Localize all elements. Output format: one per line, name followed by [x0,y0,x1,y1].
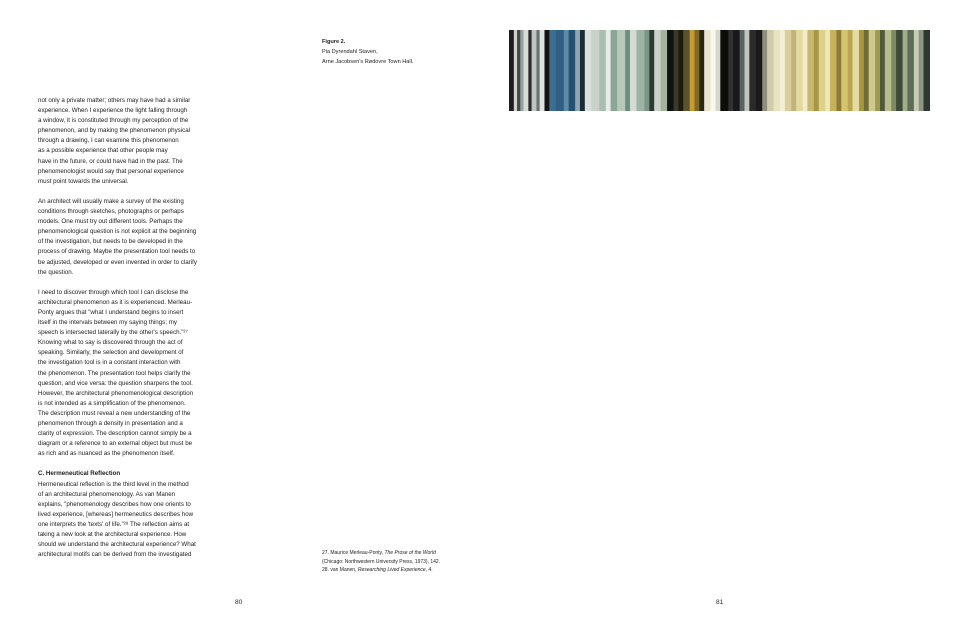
photo-strip [762,30,767,111]
photo-strip [517,30,521,111]
photo-strip [745,30,750,111]
footnote-28: 28. van Manen, Researching Lived Experience, 4. [322,567,433,574]
photo-strip [661,30,668,111]
photo-strip [556,30,564,111]
photo-strip [585,30,592,111]
photo-strip [841,30,848,111]
photo-strip [740,30,745,111]
text-line: have in the future, or could have had in the past. The [38,157,183,165]
text-line: phenomenon through a density in presentation and a [38,420,183,427]
footnotes [322,549,492,575]
photo-strip [699,30,704,111]
text-line: one interprets the 'texts' of life."²⁸ The reflection aims at [38,520,190,528]
photo-strip [914,30,919,111]
photo-strip [667,30,674,111]
text-line: be adjusted, developed or even invented in order to clarify [38,258,197,266]
photo-strip [807,30,814,111]
text-line: through a drawing, I can examine this phenomenon [38,137,179,145]
text-line: Hermeneutical reflection is the third level in the method [38,480,189,488]
photo-strip [875,30,880,111]
text-line: clarity of expression. The description cannot simply be a [38,430,192,438]
photo-strip [575,30,580,111]
photo-strip [720,30,728,111]
photo-strip [564,30,569,111]
photo-strip [690,30,695,111]
text-line: of an architectural phenomenology. As van Manen [38,490,176,498]
text-line: phenomenon, and by making the phenomenon physical [38,127,191,135]
text-line: must point towards the universal. [38,177,129,185]
photo-strip [853,30,860,111]
text-line: is not intended as a simplification of the phenomenon. [38,399,186,407]
body-paragraph [38,197,218,278]
photo-strip [803,30,808,111]
left-page-body-text [38,96,218,560]
text-line: architectural motifs can be derived from the investigated [38,551,192,559]
text-line: explains, "phenomenology describes how one orients to [38,500,191,508]
photo-strip [536,30,540,111]
photo-strip [683,30,690,111]
footnote-27-publisher: (Chicago: Northwestern University Press, 1973), 142. [322,558,441,565]
photo-strip [885,30,892,111]
photo-strip [520,30,524,111]
photo-strip [625,30,630,111]
photo-strip [599,30,606,111]
photo-strip [819,30,826,111]
photo-strip [674,30,679,111]
photo-strip [749,30,756,111]
text-line: process of drawing. Maybe the presentation tool needs to [38,248,196,256]
text-line: a window, it is constituted through my perception of the [38,117,189,125]
photo-strip [859,30,864,111]
photo-strip [864,30,869,111]
photo-strip [544,30,549,111]
photo-strip [869,30,876,111]
text-line: as a possible experience that other people may [38,147,168,155]
footnote-27: 27. Maurice Merleau-Ponty, The Prose of the World [322,550,436,556]
photo-strip [880,30,885,111]
photo-strip [728,30,733,111]
window-light-photo [509,30,930,111]
photo-strip [644,30,649,111]
text-line: speech is intersected laterally by the other's speech."²⁷ [38,329,188,337]
section-heading: C. Hermeneutical Reflection [38,470,121,478]
photo-strip [540,30,545,111]
photo-strip [509,30,514,111]
photo-strip [848,30,853,111]
photo-strip [617,30,625,111]
photo-strip [649,30,654,111]
photo-strip [611,30,618,111]
photo-strip [780,30,785,111]
photo-strip [785,30,792,111]
photo-strip [891,30,896,111]
photo-strip [569,30,576,111]
photo-strip [715,30,720,111]
photo-strip [532,30,537,111]
page-number-left: 80 [235,599,243,606]
text-line: The description must reveal a new understanding of the [38,409,191,417]
photo-strip [549,30,556,111]
page-number-right: 81 [716,599,724,606]
body-paragraph [38,288,218,460]
text-line: the phenomenon. The presentation tool helps clarify the [38,369,191,377]
figure-credit: Pia Dyrendahl Staven, [322,48,378,55]
photo-strip [606,30,611,111]
text-line: lived experience, [whereas] hermeneutics describes how [38,510,194,518]
text-line: question, and vice versa: the question sharpens the tool. [38,379,193,387]
text-line: An architect will usually make a survey of the existing [38,197,184,205]
photo-strip [630,30,637,111]
photo-strip [695,30,700,111]
text-line: speaking. Similarly, the selection and development of [38,349,184,357]
text-line: experience. When I experience the light falling through [38,107,188,115]
photo-strip [830,30,837,111]
text-line: phenomenological question is not explicit at the beginning [38,228,197,236]
text-line: the question. [38,268,74,276]
text-line: Ponty argues that "what I understand begins to insert [38,308,184,316]
figure-subject: Arne Jacobsen's Rødovre Town Hall. [322,58,414,65]
photo-strip [907,30,914,111]
text-line: Knowing what to say is discovered through the act of [38,339,183,347]
figure-caption [322,38,492,67]
text-line: I need to discover through which tool I can disclose the [38,288,189,296]
photo-strip [767,30,774,111]
photo-strip [814,30,819,111]
photo-strip [791,30,796,111]
photo-strip [580,30,585,111]
photo-strip [903,30,908,111]
text-line: However, the architectural phenomenological description [38,389,194,397]
photo-strip [528,30,532,111]
photo-strip [636,30,644,111]
text-line: models. One must try out different tools. Perhaps the [38,218,183,226]
photo-strip [514,30,518,111]
photo-strip [711,30,716,111]
photo-strip [836,30,841,111]
photo-strip [924,30,930,111]
photo-strip [919,30,924,111]
photo-strip [896,30,903,111]
text-line: diagram or a reference to an external object but must be [38,440,193,448]
text-line: phenomenologist would say that personal experience [38,167,184,175]
photo-strip [654,30,661,111]
text-line: itself in the intervals between my saying things; my [38,319,177,327]
photo-of-vertical-window-light-icon [509,30,930,111]
figure-label: Figure 2. [322,39,346,45]
photo-strip [733,30,740,111]
body-paragraph [38,96,218,187]
photo-strip [825,30,830,111]
text-line: conditions through sketches, photographs or perhaps [38,208,184,216]
photo-strip [524,30,529,111]
photo-strip [591,30,599,111]
photo-strip [774,30,781,111]
photo-strip [678,30,683,111]
text-line: should we understand the architectural experience? What [38,541,196,549]
photo-strip [704,30,711,111]
photo-strip [796,30,803,111]
text-line: taking a new look at the architectural experience. How [38,531,187,539]
text-line: not only a private matter; others may have had a similar [38,97,191,104]
text-line: as rich and as nuanced as the phenomenon itself. [38,450,175,458]
text-line: the investigation tool is in a constant interaction with [38,359,181,367]
photo-strip [756,30,763,111]
text-line: of the investigation, but needs to be developed in the [38,238,183,246]
text-line: architectural phenomenon as it is experienced. Merleau- [38,298,193,306]
section-hermeneutical-reflection [38,469,218,560]
